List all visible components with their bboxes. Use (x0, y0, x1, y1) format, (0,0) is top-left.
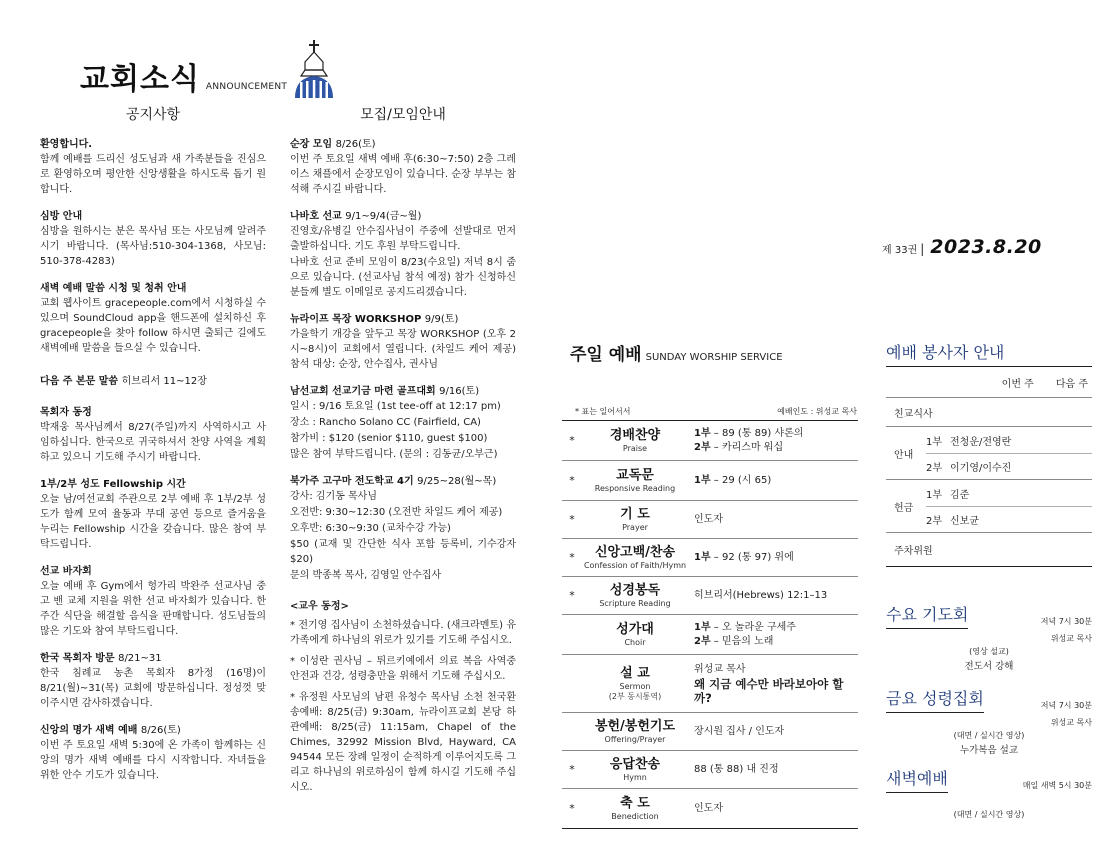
header (80, 40, 337, 98)
worship-row: * 경배찬양 Praise 1부 – 89 (통 89) 샤론의 2부 – 카리스마 워십 (562, 421, 858, 461)
announcement-item: 새벽 예배 말씀 시청 및 청취 안내 교회 웹사이트 gracepeople.com에서 시청하실 수 있으며 SoundCloud app을 핸드폰에 설치하신 후 gracepeople을 찾아 follow 하시면 출퇴근 길에도 새벽예배 말씀을 들으실 수 있습니다. (40, 283, 266, 354)
announcement-item: 목회자 동정 박재웅 목사님께서 8/27(주일)까지 사역하시고 사임하십니다. 한국으로 귀국하셔서 찬양 사역을 계획하고 있으니 기도해 주시기 바랍니다. (40, 407, 266, 463)
worship-row: * 기 도 Prayer 인도자 (562, 501, 858, 539)
announcement-item: 선교 바자회 오늘 예배 후 Gym에서 헝가리 박완주 선교사님 중고 밴 교체 지원을 위한 선교 바자회가 있습니다. 한 주간 식단을 해결할 음식을 판매합니다. 성도님들의 많은 기도와 참여 부탁드립니다. (40, 566, 266, 637)
service-row-meal: 친교식사 (886, 397, 1092, 427)
announcement-item: 다음 주 본문 말씀 히브리서 11~12장 (40, 376, 207, 387)
worship-row: 성가대 Choir 1부 – 오 놀라운 구세주 2부 – 믿음의 노래 (562, 615, 858, 655)
church-icon (291, 40, 337, 98)
service-row-parking: 주차위원 (886, 533, 1092, 567)
worship-title: 주일 예배 SUNDAY WORSHIP SERVICE (570, 345, 783, 365)
worship-row: * 축 도 Benediction 인도자 (562, 789, 858, 829)
worship-row: * 성경봉독 Scripture Reading 히브리서(Hebrews) 12:1–13 (562, 577, 858, 615)
service-group-guide: 안내 1부 전청운/전영란 2부 이기영/이수진 (886, 427, 1092, 480)
meetings-column (290, 108, 516, 801)
service-group-offering: 헌금 1부 김준 2부 신보균 (886, 480, 1092, 533)
member-news: <교우 동정> * 전기영 집사님이 소천하셨습니다. (새크라멘토) 유가족에게 하나님의 위로가 있기를 기도해 주십시오. * 이성란 권사님 – 튀르키예에서 의료 복음 사역중 안전과 건강, 성령충만을 위해서 기도해 주십시오. * 유정원 사모님의 남편 유청수 목사님 소천 천국환송예배: 8/25(금) 9:30am, 뉴라이프교회 본당 하관예배: 8/25(금) 11:15am, Chapel of the Chimes, 32992 Mission Blvd, Hayward, CA 94544 모든 장례 일정이 순적하게 이루어지도록 그리고 하나님의 위로하심이 함께 하시길 기도해 주십시오. (290, 601, 516, 793)
meetings-heading: 모집/모임안내 (360, 107, 446, 123)
meeting-item: 뉴라이프 목장 WORKSHOP 9/9(토) 가을학기 개강을 앞두고 목장 WORKSHOP (오후 2시~8시)이 교회에서 열립니다. (차일드 케어 제공) 참석 대상: 순장, 안수집사, 권사님 (290, 314, 516, 370)
announcement-item: 심방 안내 심방을 원하시는 분은 목사님 또는 사모님께 알려주시기 바랍니다. (목사님:510-304-1368, 사모님: 510-378-4283) (40, 211, 266, 267)
announcement-item: 환영합니다. 함께 예배를 드리신 성도님과 새 가족분들을 진심으로 환영하오며 평안한 신앙생활을 하시도록 돕기 원합니다. (40, 139, 266, 195)
meeting-item: 순장 모임 8/26(토) 이번 주 토요일 새벽 예배 후(6:30~7:50) 2층 그레이스 채플에서 순장모임이 있습니다. 순장 부부는 참석해 주시길 바랍니다. (290, 139, 516, 195)
service-team-header: 이번 주 다음 주 (1001, 378, 1088, 390)
worship-row: * 교독문 Responsive Reading 1부 – 29 (시 65) (562, 461, 858, 501)
worship-row: 설 교 Sermon (2부 동시통역) 위성교 목사 왜 지금 예수만 바라보아야 할까? (562, 655, 858, 713)
wednesday-prayer: 수요 기도회 저녁 7시 30분 위성교 목사 (영상 설교) 전도서 강해 (886, 602, 1092, 674)
worship-order-table (562, 420, 858, 829)
announcements-column (40, 108, 266, 795)
worship-row: * 신앙고백/찬송 Confession of Faith/Hymn 1부 – 92 (통 97) 위에 (562, 539, 858, 577)
worship-row: 봉헌/봉헌기도 Offering/Prayer 장시원 집사 / 인도자 (562, 713, 858, 751)
page-subtitle: ANNOUNCEMENT (205, 82, 288, 92)
meeting-item: 북가주 고구마 전도학교 4기 9/25~28(월~목) 강사: 김기동 목사님 오전반: 9:30~12:30 (오전반 차일드 케어 제공) 오후반: 6:30~9:30 (교차수강 가능) $50 (교재 및 간단한 식사 포함 등록비, 기수강자 $20) 문의 박종복 목사, 김영일 안수집사 (290, 476, 516, 581)
announcement-item: 1부/2부 성도 Fellowship 시간 오늘 남/여선교회 주관으로 2부 예배 후 1부/2부 성도가 함께 모여 율동과 무대 공연 등으로 즐거움을 누리는 Fellowship 시간을 갖습니다. 많은 참여 부탁드립니다. (40, 479, 266, 550)
date-value: 2023.8.20 (930, 236, 1042, 258)
friday-meeting: 금요 성령집회 저녁 7시 30분 위성교 목사 (대면 / 실시간 영상) 누가복음 설교 (886, 686, 1092, 758)
announcement-item: 한국 목회자 방문 8/21~31 한국 침례교 농촌 목회자 8가정 (16명)이 8/21(월)~31(목) 교회에 방문하십니다. 정성껏 맞이주시면 감사하겠습니다. (40, 653, 266, 709)
service-team-table (886, 366, 1092, 567)
meeting-item: 나바호 선교 9/1~9/4(금~월) 진영호/유병길 안수집사님이 주중에 선발대로 먼저 출발하십니다. 기도 후원 부탁드립니다. 나바호 선교 준비 모임이 8/23(수요일) 저녁 8시 줌으로 있습니다. (선교사님 참석 예정) 참가 신청하신 분들께 별도 이메일로 공지드리겠습니다. (290, 211, 516, 298)
page-title: 교회소식 (80, 62, 200, 97)
sermon-title: 왜 지금 예수만 바라보아야 할까? (694, 676, 844, 705)
worship-meta: * 표는 일어서서 예배인도 : 위성교 목사 (575, 407, 857, 416)
dawn-service: 새벽예배 매일 새벽 5시 30분 (대면 / 실시간 영상) (886, 766, 1092, 822)
announcement-item: 신앙의 명가 새벽 예배 8/26(토) 이번 주 토요일 새벽 5:30에 온 가족이 함께하는 신앙의 명가 새벽 예배를 다시 시작합니다. 자녀들을 위한 안수 기도가 있습니다. (40, 725, 266, 781)
worship-row: * 응답찬송 Hymn 88 (통 88) 내 진정 (562, 751, 858, 789)
announcements-heading: 공지사항 (125, 107, 181, 123)
meeting-item: 남선교회 선교기금 마련 골프대회 9/16(토) 일시 : 9/16 토요일 (1st tee-off at 12:17 pm) 장소 : Rancho Solano CC (Fairfield, CA) 참가비 : $120 (senior $110, guest $100) 많은 참여 부탁드립니다. (문의 : 김동균/오부근) (290, 386, 501, 460)
service-team-title: 예배 봉사자 안내 (886, 343, 1005, 362)
member-news-title: <교우 동정> (290, 601, 349, 612)
issue-date: 제 33권 | 2023.8.20 (882, 236, 1042, 258)
